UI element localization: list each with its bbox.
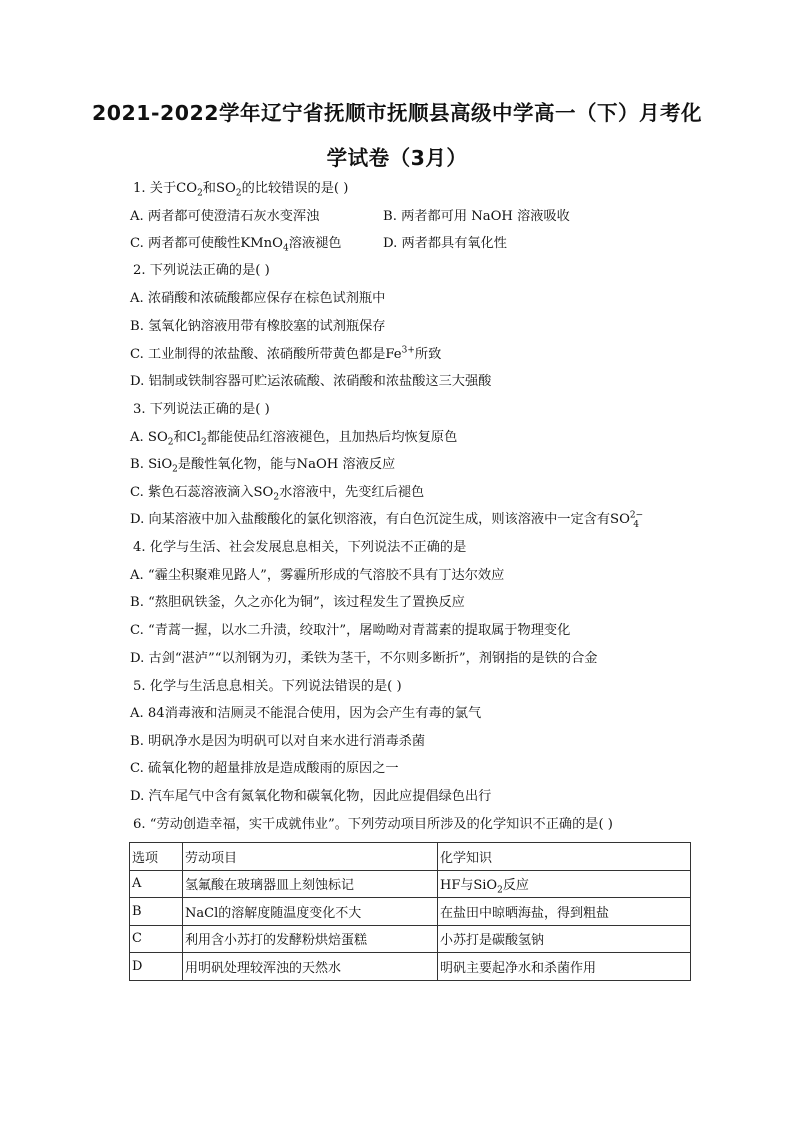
table-cell-knowledge: HF与SiO$_2$反应 bbox=[438, 870, 691, 898]
question-4-option-d: D. 古剑“湛泸”“以剂钢为刃，柔铁为茎干，不尔则多断折”，剂钢指的是铁的合金 bbox=[130, 651, 598, 666]
question-5-option-d: D. 汽车尾气中含有氮氧化物和碳氧化物，因此应提倡绿色出行 bbox=[130, 789, 492, 804]
question-5-stem: 5. 化学与生活息息相关。下列说法错误的是( ) bbox=[133, 679, 402, 694]
question-1-option-d: D. 两者都具有氧化性 bbox=[383, 236, 507, 251]
question-4-option-b: B. “熬胆矾铁釜，久之亦化为铜”，该过程发生了置换反应 bbox=[130, 595, 465, 610]
table-cell-option: B bbox=[130, 898, 183, 926]
question-2-option-d: D. 铝制或铁制容器可贮运浓硫酸、浓硝酸和浓盐酸这三大强酸 bbox=[130, 374, 492, 389]
table-row bbox=[130, 870, 691, 898]
table-cell-project: 氢氟酸在玻璃器皿上刻蚀标记 bbox=[183, 870, 438, 898]
question-3-option-b: B. SiO$_2$是酸性氧化物，能与NaOH 溶液反应 bbox=[130, 457, 396, 475]
table-cell-knowledge: 明矾主要起净水和杀菌作用 bbox=[438, 953, 691, 981]
table-cell-option: C bbox=[130, 925, 183, 953]
table-header-row bbox=[130, 843, 691, 871]
table-cell-project: 利用含小苏打的发酵粉烘焙蛋糕 bbox=[183, 925, 438, 953]
exam-title-line-2: 学试卷（3月） bbox=[326, 146, 468, 170]
question-3-option-c: C. 紫色石蕊溶液滴入$SO_2$水溶液中，先变红后褪色 bbox=[130, 485, 425, 503]
exam-title-line-1: 2021-2022学年辽宁省抚顺市抚顺县高级中学高一（下）月考化 bbox=[91, 101, 703, 125]
table-row bbox=[130, 925, 691, 953]
table-cell-project: NaCl的溶解度随温度变化不大 bbox=[183, 898, 438, 926]
table-cell-option: A bbox=[130, 870, 183, 898]
table-cell-project: 用明矾处理较浑浊的天然水 bbox=[183, 953, 438, 981]
table-row bbox=[130, 953, 691, 981]
table-cell-knowledge: 小苏打是碳酸氢钠 bbox=[438, 925, 691, 953]
question-4-option-a: A. “霾尘积聚难见路人”，雾霾所形成的气溶胶不具有丁达尔效应 bbox=[130, 568, 505, 583]
table-header-cell: 选项 bbox=[130, 843, 183, 871]
question-1-stem: 1. 关于$CO_2$和$SO_2$的比较错误的是( ) bbox=[133, 181, 349, 199]
question-4-stem: 4. 化学与生活、社会发展息息相关，下列说法不正确的是 bbox=[133, 540, 467, 555]
question-1-option-a: A. 两者都可使澄清石灰水变浑浊 bbox=[130, 209, 320, 224]
question-1-option-c: C. 两者都可使酸性KMnO$_4$溶液褪色 bbox=[130, 236, 342, 254]
table-header-cell: 化学知识 bbox=[438, 843, 691, 871]
table-header-cell: 劳动项目 bbox=[183, 843, 438, 871]
question-3-stem: 3. 下列说法正确的是( ) bbox=[133, 402, 270, 417]
question-6-table bbox=[129, 842, 691, 981]
question-5-option-b: B. 明矾净水是因为明矾可以对自来水进行消毒杀菌 bbox=[130, 734, 426, 749]
question-3-option-a: A. $SO_2$和$Cl_2$都能使品红溶液褪色，且加热后均恢复原色 bbox=[130, 430, 458, 448]
table-row bbox=[130, 898, 691, 926]
question-4-option-c: C. “青蒿一握，以水二升渍，绞取汁”，屠呦呦对青蒿素的提取属于物理变化 bbox=[130, 623, 571, 638]
question-2-option-b: B. 氢氧化钠溶液用带有橡胶塞的试剂瓶保存 bbox=[130, 319, 386, 334]
table-cell-knowledge: 在盐田中晾晒海盐，得到粗盐 bbox=[438, 898, 691, 926]
question-2-option-a: A. 浓硝酸和浓硫酸都应保存在棕色试剂瓶中 bbox=[130, 291, 386, 306]
table-cell-option: D bbox=[130, 953, 183, 981]
question-2-option-c: C. 工业制得的浓盐酸、浓硝酸所带黄色都是$Fe^{3+}$所致 bbox=[130, 345, 442, 362]
question-5-option-c: C. 硫氧化物的超量排放是造成酸雨的原因之一 bbox=[130, 761, 399, 776]
question-1-option-b: B. 两者都可用 NaOH 溶液吸收 bbox=[383, 209, 570, 224]
question-3-option-d: D. 向某溶液中加入盐酸酸化的氯化钡溶液，有白色沉淀生成，则该溶液中一定含有$SO^{2-}_4$ bbox=[130, 510, 644, 530]
question-5-option-a: A. 84消毒液和洁厕灵不能混合使用，因为会产生有毒的氯气 bbox=[130, 706, 482, 721]
question-6-stem: 6. “劳动创造幸福，实干成就伟业”。下列劳动项目所涉及的化学知识不正确的是( ) bbox=[133, 817, 613, 832]
question-2-stem: 2. 下列说法正确的是( ) bbox=[133, 263, 270, 278]
